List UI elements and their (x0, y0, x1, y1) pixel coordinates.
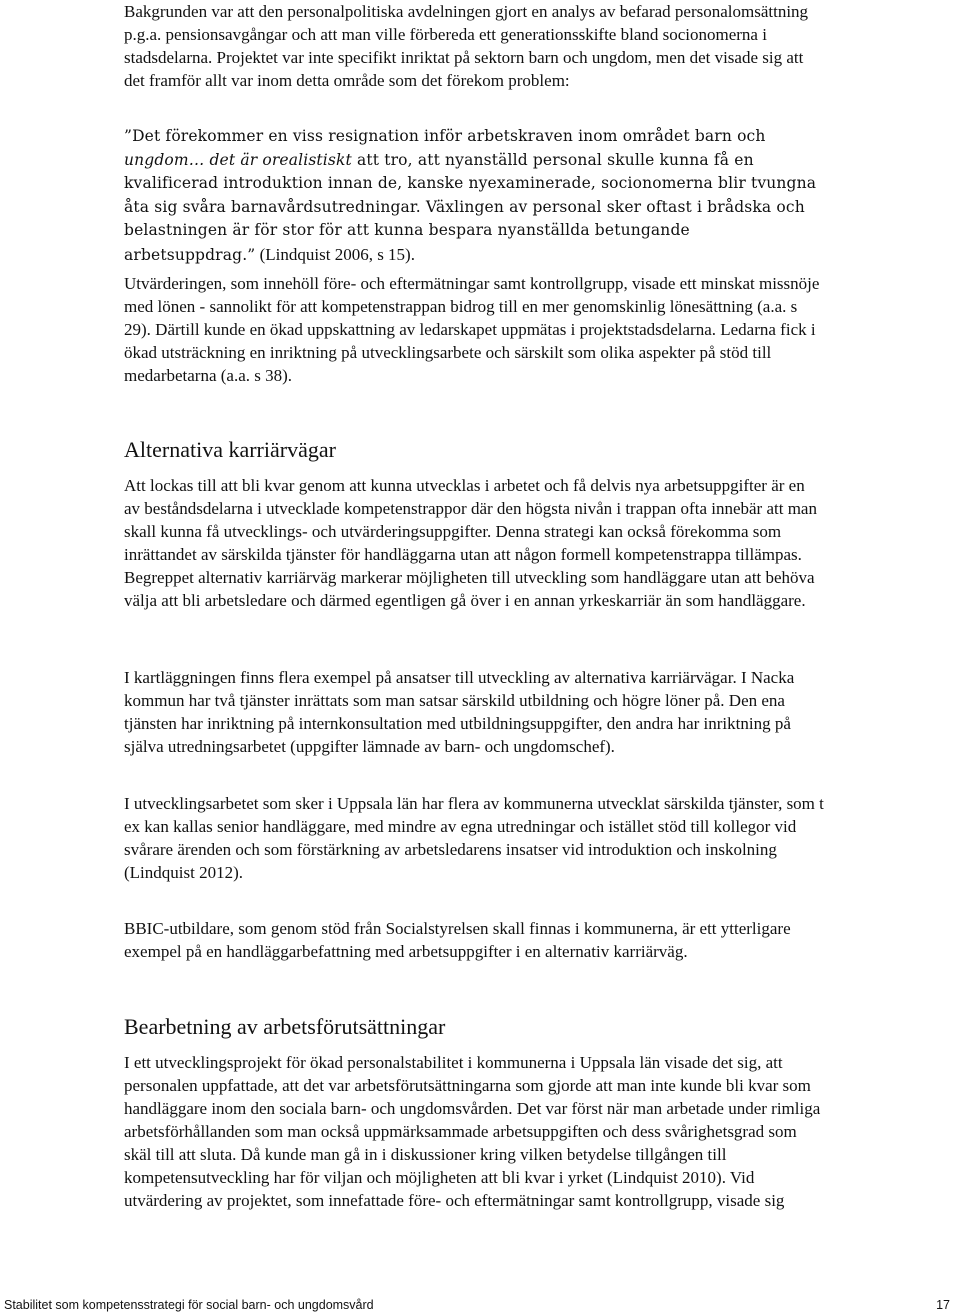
paragraph-alternativa-3: I utvecklingsarbetet som sker i Uppsala län har flera av kommunerna utvecklat särskilda tjänster, som t ex kan kallas senior handläggare, med mindre av egna utredningar och istället stöd till kollegor vid svårare ärenden och som förstärkning av arbetsledarens insatser vid introduktion och inskolning (Lindquist 2012). (124, 794, 824, 882)
paragraph-background: Bakgrunden var att den personalpolitiska avdelningen gjort en analys av befarad personalomsättning p.g.a. pensionsavgångar och att man ville förbereda ett generationsskifte bland socionomerna i stadsdelarna. Projektet var inte specifikt inriktat på sektorn barn och ungdom, men det visade sig att det framför allt var inom detta område som det förekom problem: (124, 2, 809, 90)
quote-part-2: att tro, att nyanställd personal skulle kunna få en kvalificerad introduktion innan de, kanske nyexaminerade, socionomerna blir tvungna åta sig svåra barnavårdsutredningar. Växlingen av personal sker oftast i brådska och belastningen är för stor för att kunna bespara nyanställda betungande arbetsuppdrag.” (124, 150, 817, 264)
quote-reference: (Lindquist 2006, s 15). (255, 244, 415, 264)
paragraph-evaluation: Utvärderingen, som innehöll före- och eftermätningar samt kontrollgrupp, visade ett minskat missnöje med lönen - sannolikt för att kompetenstrappan bidrog till en mer genomskinlig lönesättning (a.a. s 29). Därtill kunde en ökad uppskattning av ledarskapet uppmätas i projektstadsdelarna. Ledarna fick i ökad utsträckning en inriktning på utvecklingsarbete och särskilt som olika aspekter på stöd till medarbetarna (a.a. s 38). (124, 274, 820, 385)
paragraph-alternativa-1: Att lockas till att bli kvar genom att kunna utvecklas i arbetet och få delvis nya arbetsuppgifter är en av beståndsdelarna i utvecklade kompetenstrappor där den högsta nivån i trappan ofta innebär att man skall kunna få utvecklings- och utvärderingsuppgifter. Denna strategi kan också förekomma som inrättandet av särskilda tjänster för handläggarna utan att någon formell kompetenstrappa tillämpas. Begreppet alternativ karriärväg markerar möjligheten till utveckling som handläggare utan att behöva välja att bli arbetsledare och därmed egentligen gå över i en annan yrkeskarriär än som handläggare. (124, 476, 817, 610)
paragraph-alternativa-4: BBIC-utbildare, som genom stöd från Socialstyrelsen skall finnas i kommunerna, är ett ytterligare exempel på en handläggarbefattning med arbetsuppgifter i en alternativ karriärväg. (124, 919, 791, 961)
heading-alternativa-karriarvagar: Alternativa karriärvägar (124, 437, 336, 462)
page-number: 17 (936, 1298, 950, 1312)
paragraph-bearbetning: I ett utvecklingsprojekt för ökad personalstabilitet i kommunerna i Uppsala län visade det sig, att personalen uppfattade, att det var arbetsförutsättningarna som gjorde att man inte kunde bli kvar som handläggare inom den sociala barn- och ungdomsvården. Det var först när man arbetade under rimliga arbetsförhållanden som man också uppmärksammade arbetsuppgiften och dess svårighetsgrad som skäl till att sluta. Då kunde man gå in i diskussioner kring vilken betydelse tillgången till kompetensutveckling har för viljan och möjligheten att bli kvar i yrket (Lindquist 2010). Vid utvärdering av projektet, som innefattade före- och eftermätningar samt kontrollgrupp, visade sig (124, 1053, 821, 1210)
quote-italic: ungdom… det är orealistiskt (124, 150, 352, 169)
paragraph-alternativa-2: I kartläggningen finns flera exempel på ansatser till utveckling av alternativa karriärvägar. I Nacka kommun har två tjänster inrättats som man satsar särskild utbildning och högre löner på. Den ena tjänsten har inriktning på internkonsultation med utbildningsuppgifter, den andra har inriktning på själva utredningsarbetet (uppgifter lämnade av barn- och ungdomschef). (124, 668, 795, 756)
block-quote (124, 125, 824, 267)
footer-title: Stabilitet som kompetensstrategi för social barn- och ungdomsvård (4, 1298, 374, 1312)
heading-bearbetning: Bearbetning av arbetsförutsättningar (124, 1014, 446, 1039)
quote-part-1: ”Det förekommer en viss resignation inför arbetskraven inom området barn och (124, 127, 766, 145)
